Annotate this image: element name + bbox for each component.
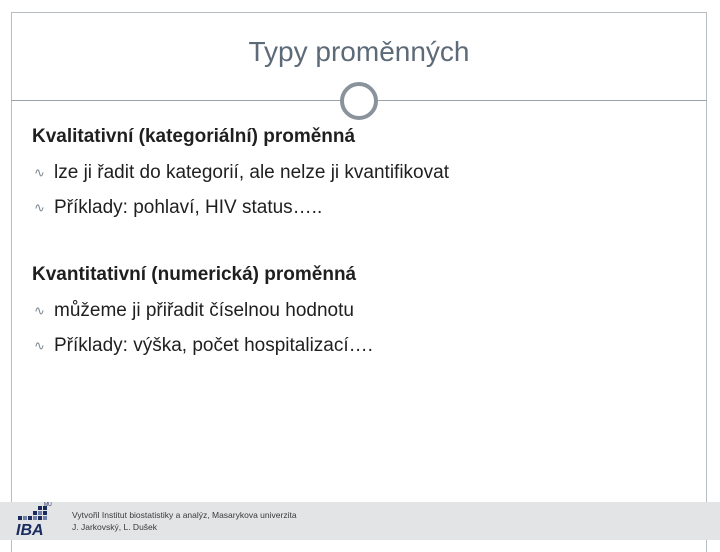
list-item [34,162,449,184]
section-heading-qualitative: Kvalitativní (kategoriální) proměnná [32,126,356,147]
footer-credit-authors: J. Jarkovský, L. Dušek [72,522,158,532]
wave-bullet-icon: ∿ [34,303,45,318]
footer-bar [0,502,720,540]
bullet-text: můžeme ji přiřadit číselnou hodnotu [54,300,354,321]
bullet-text: Příklady: pohlaví, HIV status….. [54,197,323,218]
section-heading-quantitative: Kvantitativní (numerická) proměnná [32,264,357,285]
logo-text: IBA [16,522,44,539]
list-item [34,197,322,219]
wave-bullet-icon: ∿ [34,338,45,353]
logo-small-text: MU [44,502,52,508]
footer-credit-institution: Vytvořil Institut biostatistiky a analýz, Masarykova univerzita [72,510,297,520]
slide-title: Typy proměnných [248,36,470,67]
list-item [34,335,373,357]
ring-icon [340,82,378,120]
bullet-text: Příklady: výška, počet hospitalizací…. [54,335,373,356]
bullet-text: lze ji řadit do kategorií, ale nelze ji kvantifikovat [54,162,449,183]
wave-bullet-icon: ∿ [34,200,45,215]
wave-bullet-icon: ∿ [34,165,45,180]
list-item [34,300,354,322]
